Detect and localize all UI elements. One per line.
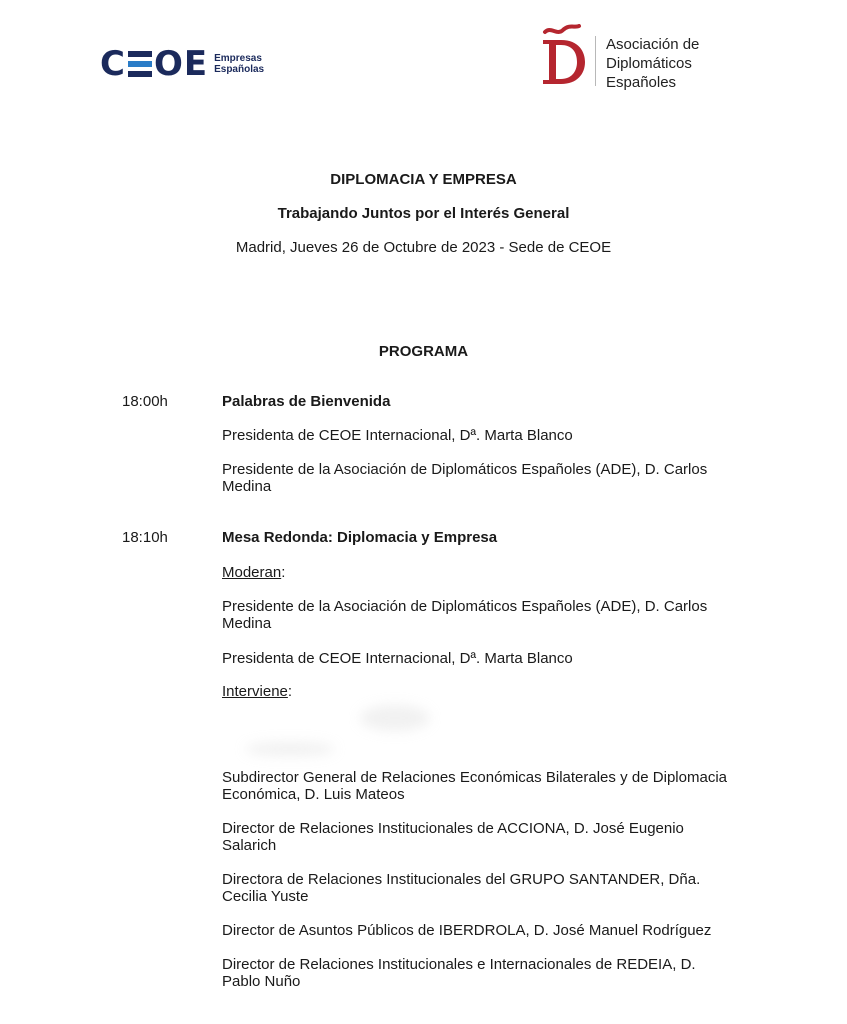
program-heading: PROGRAMA	[378, 343, 469, 360]
ceoe-tagline-line2: Españolas	[214, 64, 265, 75]
ceoe-letter-o: O	[153, 44, 184, 84]
roundtable-time: 18:10h	[122, 529, 168, 546]
ade-logo	[539, 24, 699, 92]
speaker-3: Directora de Relaciones Institucionales del GRUPO SANTANDER, Dña. Cecilia Yuste	[222, 871, 701, 905]
event-subtitle: Trabajando Juntos por el Interés General	[277, 205, 570, 222]
ceoe-letters	[100, 44, 208, 84]
moderators-label: Moderan	[222, 564, 282, 581]
ade-name-line3: Españoles	[606, 74, 677, 91]
ceoe-letter-e-bars	[128, 51, 152, 77]
scan-smudge	[245, 742, 335, 756]
welcome-title: Palabras de Bienvenida	[222, 393, 391, 410]
speakers-label-line: Interviene:	[222, 683, 293, 700]
ceoe-tagline-line1: Empresas	[214, 53, 262, 64]
moderators-label-line: Moderan:	[222, 564, 286, 581]
welcome-speaker-2: Presidente de la Asociación de Diplomáticos Españoles (ADE), D. Carlos Medina	[222, 461, 708, 495]
ade-name	[606, 35, 699, 92]
speaker-4: Director de Asuntos Públicos de IBERDROLA, D. José Manuel Rodríguez	[222, 922, 712, 939]
ceoe-logo	[100, 44, 264, 84]
ade-name-line2: Diplomáticos	[606, 55, 692, 72]
speaker-2: Director de Relaciones Institucionales de ACCIONA, D. José Eugenio Salarich	[222, 820, 684, 854]
moderator-2: Presidenta de CEOE Internacional, Dª. Marta Blanco	[222, 650, 573, 667]
ceoe-bar-mid	[128, 61, 152, 67]
ade-divider	[595, 36, 596, 86]
speaker-1: Subdirector General de Relaciones Económicas Bilaterales y de Diplomacia Económica, D. Luis Mateos	[222, 769, 727, 803]
ceoe-bar-bottom	[128, 71, 152, 77]
ceoe-letter-c: C	[100, 44, 126, 84]
ceoe-letter-e: E	[183, 44, 209, 84]
scan-smudge	[360, 705, 430, 731]
roundtable-title: Mesa Redonda: Diplomacia y Empresa	[222, 529, 498, 546]
speaker-5: Director de Relaciones Institucionales e Internacionales de REDEIA, D. Pablo Nuño	[222, 956, 696, 990]
moderator-1: Presidente de la Asociación de Diplomáticos Españoles (ADE), D. Carlos Medina	[222, 598, 708, 632]
event-title: DIPLOMACIA Y EMPRESA	[330, 171, 517, 188]
welcome-speaker-1: Presidenta de CEOE Internacional, Dª. Marta Blanco	[222, 427, 573, 444]
ceoe-tagline	[214, 53, 264, 75]
ceoe-wordmark	[100, 44, 208, 84]
ceoe-bar-top	[128, 51, 152, 57]
ade-d-tilde-icon	[539, 24, 589, 88]
speakers-label: Interviene	[222, 683, 288, 700]
event-date: Madrid, Jueves 26 de Octubre de 2023 - Sede de CEOE	[235, 239, 612, 256]
welcome-time: 18:00h	[122, 393, 168, 410]
ade-name-line1: Asociación de	[606, 36, 700, 53]
